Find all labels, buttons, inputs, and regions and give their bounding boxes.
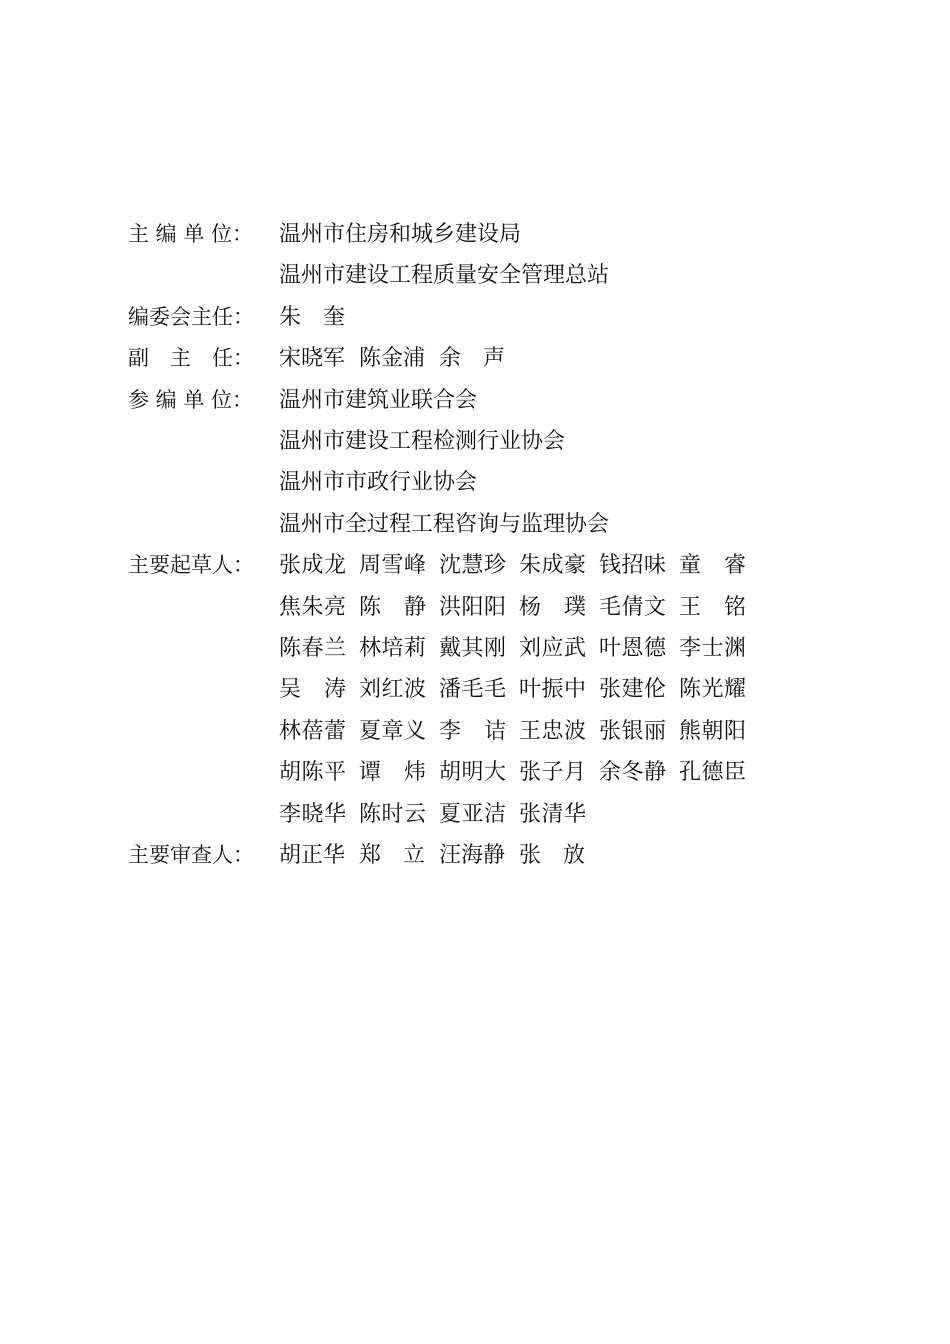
drafter-name: 林培莉 bbox=[359, 636, 427, 662]
drafter-name: 毛倩文 bbox=[599, 594, 667, 620]
drafter-name: 陈时云 bbox=[359, 801, 427, 827]
participating-units-values bbox=[279, 380, 828, 546]
drafter-name: 沈慧珍 bbox=[439, 553, 507, 579]
drafter-name: 陈 静 bbox=[359, 594, 427, 620]
drafter-name: 叶振中 bbox=[519, 677, 587, 703]
committee-director-row bbox=[128, 297, 828, 338]
drafter-name: 洪阳阳 bbox=[439, 594, 507, 620]
drafter-name: 谭 炜 bbox=[359, 760, 427, 786]
drafter-name: 叶恩德 bbox=[599, 636, 667, 662]
drafter-name: 朱成豪 bbox=[519, 553, 587, 579]
main-reviewers-row bbox=[128, 835, 828, 876]
drafter-name: 孔德臣 bbox=[679, 760, 747, 786]
drafter-name: 张成龙 bbox=[279, 553, 347, 579]
drafter-name: 李晓华 bbox=[279, 801, 347, 827]
drafter-name: 王 铭 bbox=[679, 594, 747, 620]
main-drafters-row bbox=[128, 545, 828, 835]
deputy-director-values bbox=[279, 338, 828, 379]
deputy-director-row bbox=[128, 338, 828, 379]
drafter-name: 张银丽 bbox=[599, 718, 667, 744]
drafter-name: 钱招味 bbox=[599, 553, 667, 579]
chief-editor-unit: 温州市建设工程质量安全管理总站 bbox=[279, 263, 610, 289]
drafter-name: 张子月 bbox=[519, 760, 587, 786]
drafter-name: 夏亚洁 bbox=[439, 801, 507, 827]
drafter-name: 胡陈平 bbox=[279, 760, 347, 786]
drafter-name: 熊朝阳 bbox=[679, 718, 747, 744]
participating-unit: 温州市建筑业联合会 bbox=[279, 387, 478, 413]
drafter-name: 童 睿 bbox=[679, 553, 747, 579]
main-reviewers-names: 胡正华 郑 立 汪海静 张 放 bbox=[279, 843, 585, 869]
drafter-name: 陈春兰 bbox=[279, 636, 347, 662]
drafter-name: 林蓓蕾 bbox=[279, 718, 347, 744]
drafter-name: 周雪峰 bbox=[359, 553, 427, 579]
drafter-name: 王忠波 bbox=[519, 718, 587, 744]
drafter-name: 戴其刚 bbox=[439, 636, 507, 662]
drafter-name: 胡明大 bbox=[439, 760, 507, 786]
chief-editor-units-label: 主 编 单 位： bbox=[128, 222, 254, 246]
participating-unit: 温州市建设工程检测行业协会 bbox=[279, 429, 566, 455]
deputy-director-names: 宋晓军 陈金浦 余 声 bbox=[279, 346, 505, 372]
drafter-name: 刘应武 bbox=[519, 636, 587, 662]
participating-unit: 温州市市政行业协会 bbox=[279, 470, 478, 496]
drafter-name: 李士渊 bbox=[679, 636, 747, 662]
credits-block bbox=[128, 214, 828, 877]
drafter-name: 潘毛毛 bbox=[439, 677, 507, 703]
drafter-name: 余冬静 bbox=[599, 760, 667, 786]
main-drafters-label: 主要起草人： bbox=[128, 553, 254, 578]
drafter-name: 刘红波 bbox=[359, 677, 427, 703]
chief-editor-units-values bbox=[279, 214, 828, 297]
drafter-name: 张清华 bbox=[519, 801, 587, 827]
drafter-name: 吴 涛 bbox=[279, 677, 347, 703]
drafter-name: 陈光耀 bbox=[679, 677, 747, 703]
deputy-director-label: 副 主 任： bbox=[128, 346, 254, 371]
chief-editor-units-row bbox=[128, 214, 828, 297]
main-reviewers-values bbox=[279, 835, 828, 876]
drafter-name: 夏章义 bbox=[359, 718, 427, 744]
drafter-name: 李 诘 bbox=[439, 718, 507, 744]
drafter-name: 杨 璞 bbox=[519, 594, 587, 620]
committee-director-name: 朱 奎 bbox=[279, 304, 346, 330]
main-reviewers-label: 主要审查人： bbox=[128, 843, 254, 868]
participating-unit: 温州市全过程工程咨询与监理协会 bbox=[279, 511, 610, 537]
main-drafters-values bbox=[279, 545, 828, 835]
participating-units-row bbox=[128, 380, 828, 546]
committee-director-label: 编委会主任： bbox=[128, 304, 254, 329]
committee-director-values bbox=[279, 297, 828, 338]
drafter-name: 焦朱亮 bbox=[279, 594, 347, 620]
chief-editor-unit: 温州市住房和城乡建设局 bbox=[279, 222, 522, 247]
drafter-name: 张建伦 bbox=[599, 677, 667, 703]
participating-units-label: 参 编 单 位： bbox=[128, 387, 254, 412]
main-drafters-grid bbox=[279, 545, 828, 835]
